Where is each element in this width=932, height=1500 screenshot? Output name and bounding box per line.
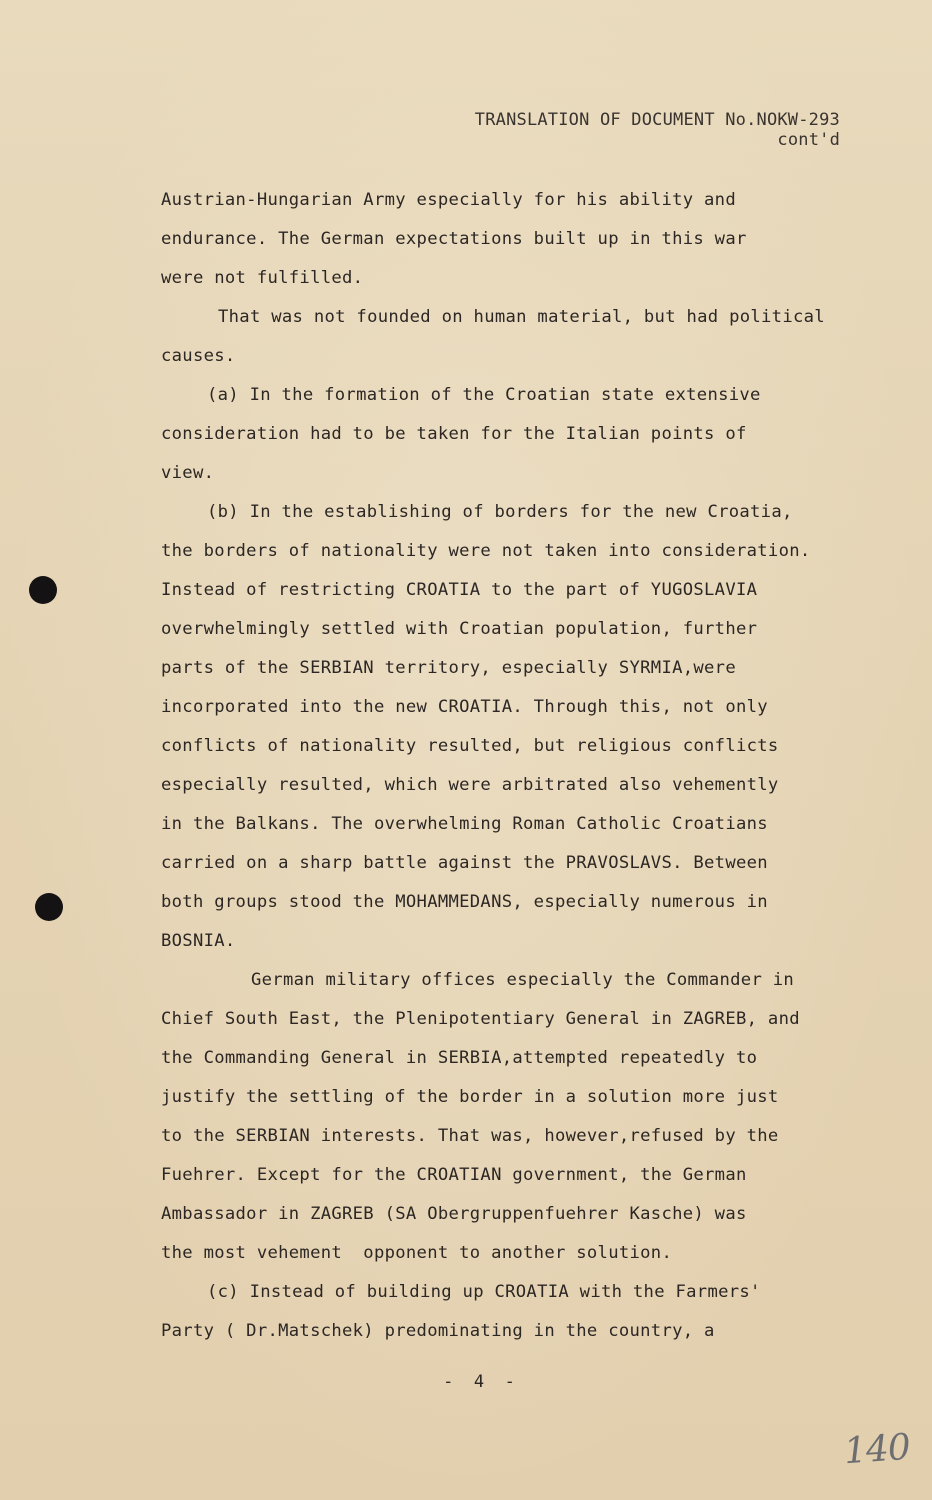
punch-hole-bottom (35, 893, 63, 921)
body-line: consideration had to be taken for the Italian points of (161, 424, 747, 444)
body-line: (a) In the formation of the Croatian state extensive (207, 385, 761, 405)
body-line: the Commanding General in SERBIA,attempted repeatedly to (161, 1048, 758, 1068)
header-title: TRANSLATION OF DOCUMENT No.NOKW-293 (474, 110, 840, 130)
body-line: incorporated into the new CROATIA. Through this, not only (161, 697, 768, 717)
body-line: Fuehrer. Except for the CROATIAN government, the German (161, 1165, 747, 1185)
document-header (475, 110, 840, 150)
body-line: (b) In the establishing of borders for the new Croatia, (207, 502, 793, 522)
body-line: justify the settling of the border in a solution more just (161, 1087, 779, 1107)
body-line: view. (161, 463, 215, 483)
page-number: - 4 - (443, 1372, 515, 1392)
body-line: German military offices especially the Commander in (251, 970, 795, 990)
body-line: BOSNIA. (161, 931, 236, 951)
body-line: conflicts of nationality resulted, but religious conflicts (161, 736, 779, 756)
header-continued: cont'd (777, 130, 840, 150)
body-line: Instead of restricting CROATIA to the part of YUGOSLAVIA (161, 580, 758, 600)
body-line: causes. (161, 346, 236, 366)
body-line: That was not founded on human material, but had political (218, 307, 825, 327)
body-line: especially resulted, which were arbitrated also vehemently (161, 775, 779, 795)
body-line: overwhelmingly settled with Croatian population, further (161, 619, 758, 639)
punch-hole-top (29, 576, 57, 604)
body-line: to the SERBIAN interests. That was, however,refused by the (161, 1126, 779, 1146)
body-line: Austrian-Hungarian Army especially for his ability and (161, 190, 736, 210)
body-line: Ambassador in ZAGREB (SA Obergruppenfuehrer Kasche) was (161, 1204, 747, 1224)
document-body (161, 186, 881, 1356)
body-line: Party ( Dr.Matschek) predominating in the country, a (161, 1321, 715, 1341)
body-line: both groups stood the MOHAMMEDANS, especially numerous in (161, 892, 768, 912)
body-line: were not fulfilled. (161, 268, 364, 288)
body-line: the borders of nationality were not taken into consideration. (161, 541, 811, 561)
body-line: parts of the SERBIAN territory, especially SYRMIA,were (161, 658, 736, 678)
body-line: (c) Instead of building up CROATIA with the Farmers' (207, 1282, 761, 1302)
body-line: the most vehement opponent to another solution. (161, 1243, 673, 1263)
body-line: Chief South East, the Plenipotentiary General in ZAGREB, and (161, 1009, 800, 1029)
body-line: in the Balkans. The overwhelming Roman Catholic Croatians (161, 814, 768, 834)
handwritten-folio-number: 140 (842, 1426, 912, 1473)
body-line: carried on a sharp battle against the PRAVOSLAVS. Between (161, 853, 768, 873)
body-line: endurance. The German expectations built up in this war (161, 229, 747, 249)
